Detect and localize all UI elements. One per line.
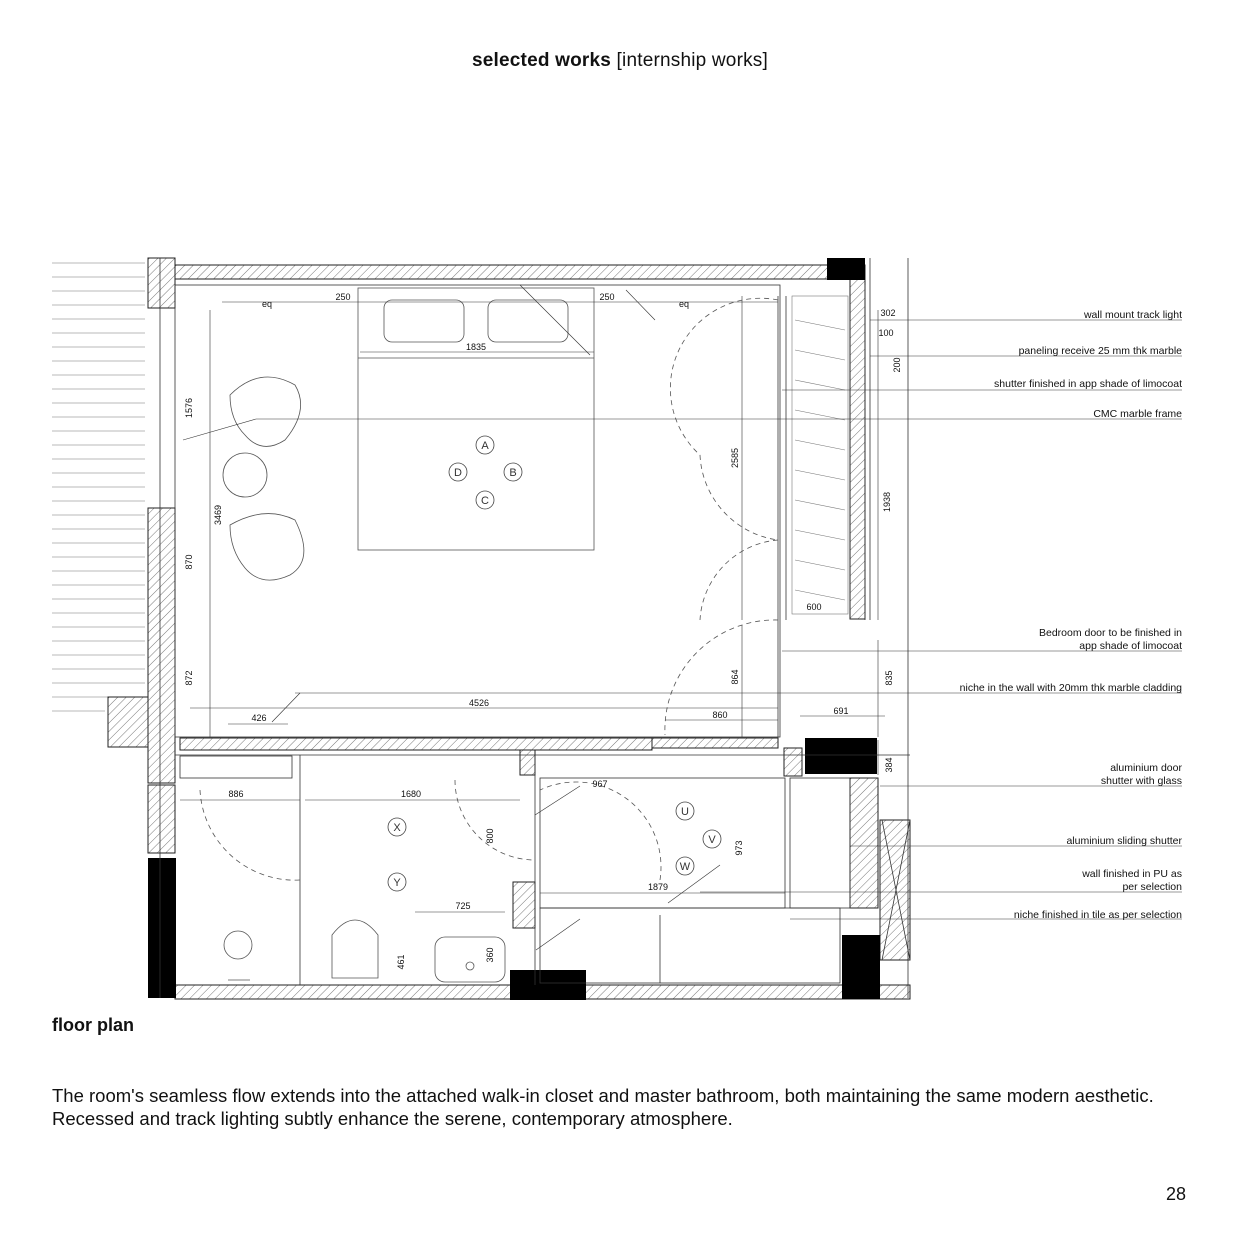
dimension-label: 800 — [485, 828, 495, 844]
header-subtitle: [internship works] — [616, 50, 768, 71]
view-tag-label: Y — [393, 877, 401, 889]
room-lines — [160, 258, 910, 998]
view-tag-label: U — [681, 806, 689, 818]
page-number: 28 — [1165, 1184, 1186, 1204]
annotation-label: aluminium door — [1110, 762, 1182, 774]
dimension-label: 426 — [251, 713, 267, 723]
dimension-label: 250 — [335, 292, 351, 302]
dimension-label: 870 — [184, 554, 194, 570]
view-tag-label: V — [708, 834, 716, 846]
dimension-label: 973 — [734, 840, 744, 856]
annotation-label: shutter finished in app shade of limocoat — [994, 378, 1182, 390]
dimension-label: 835 — [884, 670, 894, 686]
dimension-label: 872 — [184, 670, 194, 686]
dimension-label: 200 — [892, 357, 902, 373]
dimension-label: 302 — [880, 308, 896, 318]
annotation-label: aluminium sliding shutter — [1066, 835, 1182, 847]
dimension-label: 4526 — [468, 698, 490, 708]
view-tag-label: A — [481, 440, 489, 452]
bathroom-fixtures — [224, 920, 505, 982]
view-tag-labels — [393, 440, 716, 889]
dimension-label: 461 — [396, 954, 406, 970]
dimension-label: 384 — [884, 757, 894, 773]
dimension-label: 967 — [592, 779, 608, 789]
dimension-label: 1835 — [465, 342, 487, 352]
view-tags — [388, 436, 721, 891]
plan-title: floor plan — [52, 1015, 134, 1035]
dimension-label: 100 — [878, 328, 894, 338]
annotation-label: per selection — [1122, 881, 1182, 893]
annotation-label: shutter with glass — [1100, 775, 1182, 787]
dimension-label: 886 — [228, 789, 244, 799]
view-tag-label: W — [679, 861, 691, 873]
annotation-label: wall finished in PU as — [1082, 868, 1182, 880]
view-tag-label: C — [481, 495, 489, 507]
view-tag-label: X — [393, 822, 401, 834]
door-swings — [200, 298, 778, 880]
exterior-louvers — [52, 263, 145, 711]
dimension-label: 860 — [712, 710, 728, 720]
view-tag-label: B — [509, 467, 517, 479]
dimension-label: eq — [261, 299, 273, 309]
dimension-label: 250 — [599, 292, 615, 302]
annotation-label: CMC marble frame — [1093, 408, 1182, 420]
dimension-label: 3469 — [213, 504, 223, 526]
dimension-labels — [184, 292, 902, 970]
header-title: selected works — [472, 50, 612, 71]
view-tag-label: D — [454, 467, 462, 479]
annotation-label: app shade of limocoat — [1079, 640, 1182, 652]
dimension-label: 1576 — [184, 397, 194, 419]
dimension-label: 360 — [485, 947, 495, 963]
dimension-label: 600 — [806, 602, 822, 612]
plan-description: The room's seamless flow extends into the attached walk-in closet and master bathroom, both maintaining the same modern aesthetic. Recessed and track lighting subtly enhance the serene, contemporary atmosphere. — [52, 1085, 1154, 1129]
annotation-label: wall mount track light — [1083, 309, 1182, 321]
annotation-label: Bedroom door to be finished in — [1038, 627, 1182, 639]
dimension-label: eq — [678, 299, 690, 309]
dimension-label: 864 — [730, 669, 740, 685]
dimension-label: 1938 — [882, 491, 892, 513]
annotation-label: niche in the wall with 20mm thk marble cladding — [959, 682, 1182, 694]
wardrobe — [792, 296, 848, 614]
annotation-label: paneling receive 25 mm thk marble — [1018, 345, 1182, 357]
dimension-label: 725 — [455, 901, 471, 911]
annotation-label: niche finished in tile as per selection — [1013, 909, 1182, 921]
lounge-seating — [223, 377, 304, 580]
dimension-label: 2585 — [730, 447, 740, 469]
annotations — [960, 309, 1183, 921]
dimension-label: 1879 — [647, 882, 669, 892]
dimension-label: 691 — [833, 706, 849, 716]
dimension-label: 1680 — [400, 789, 422, 799]
